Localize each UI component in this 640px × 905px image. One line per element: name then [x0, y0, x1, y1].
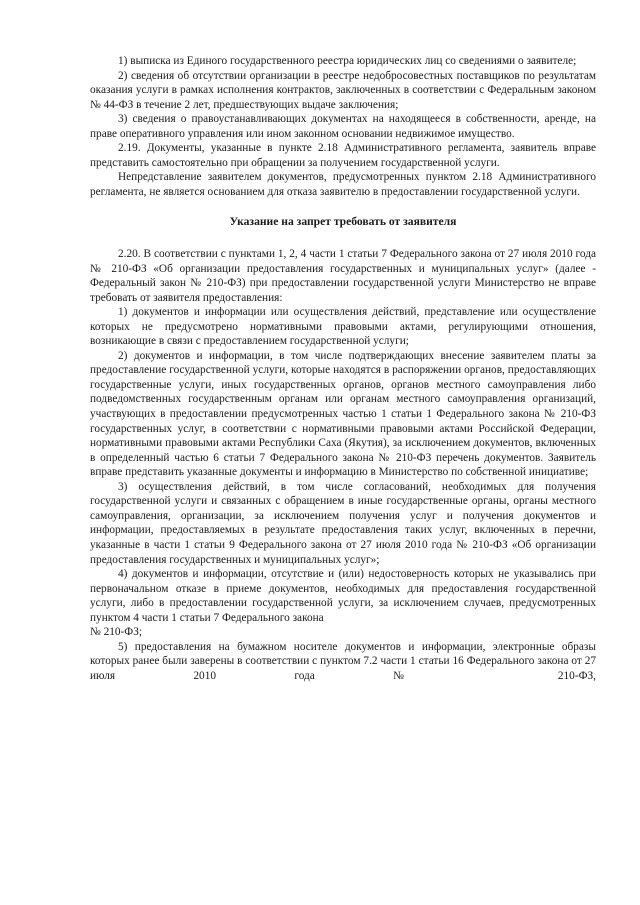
list-item-documents-not-required: 1) документов и информации или осуществления действий, представление или осуществление которых не предусмотрено нормативными правовыми актами, регулирующими отношения, возникающие в связи с предоставлением государственной услуги; — [90, 306, 596, 348]
section-heading: Указание на запрет требовать от заявителя — [229, 215, 457, 229]
paragraph-2-19: 2.19. Документы, указанные в пункте 2.18 Административного регламента, заявитель вправе представить самостоятельно при обращении за получением государственной услуги. — [90, 142, 596, 169]
law-reference-fragment: № 210-ФЗ; — [90, 626, 143, 639]
list-item-unfair-suppliers: 2) сведения об отсутствии организации в реестре недобросовестных поставщиков по результатам оказания услуги в рамках исполнения контрактов, заключенных в соответствии с Федеральным законом № 44-ФЗ в течение 2 лет, предшествующих выдаче заключения; — [90, 69, 596, 111]
list-item-actions-approvals: 3) осуществления действий, в том числе согласований, необходимых для получения государственной услуги и связанных с обращением в иные государственные органы, органы местного самоуправления, организации, за исключением получения услуг и получения документов и информации, предоставляемых в результате предоставления таких услуг, включенных в перечни, указанные в части 1 статьи 9 Федерального закона от 27 июля 2010 года № 210-ФЗ «Об организации предоставления государственных и муниципальных услуг»; — [90, 480, 596, 566]
list-item-documents-held-by-agencies: 2) документов и информации, в том числе подтверждающих внесение заявителем платы за предоставление государственной услуги, которые находятся в распоряжении органов, предоставляющих государственные услуги, иных государственных органов, органов местного самоуправления либо подведомственных государственным органам или органам местного самоуправления организаций, участвующих в предоставлении предусмотренных частью 1 статьи 1 Федерального закона № 210-ФЗ государственных услуг, в соответствии с нормативными правовыми актами Российской Федерации, нормативными правовыми актами Республики Саха (Якутия), за исключением документов, включенных в определенный частью 6 статьи 7 Федерального закона № 210-ФЗ перечень документов. Заявитель вправе представить указанные документы и информацию в Министерство по собственной инициативе; — [90, 349, 596, 479]
document-page — [90, 54, 596, 683]
list-item-documents-not-indicated: 4) документов и информации, отсутствие и (или) недостоверность которых не указывались при первоначальном отказе в приеме документов, необходимых для предоставления государственной услуги, либо в предоставлении государственной услуги, за исключением случаев, предусмотренных пунктом 4 части 1 статьи 7 Федерального закона — [90, 568, 596, 624]
list-item-property-documents: 3) сведения о правоустанавливающих документах на находящееся в собственности, аренде, на праве оперативного управления или ином законном основании недвижимое имущество. — [90, 113, 596, 140]
paragraph-2-20: 2.20. В соответствии с пунктами 1, 2, 4 части 1 статьи 7 Федерального закона от 27 июля 2010 года № 210-ФЗ «Об организации предоставления государственных и муниципальных услуг» (далее - Федеральный закон № 210-ФЗ) при предоставлении государственной услуги Министерство не вправе требовать от заявителя предоставления: — [90, 248, 596, 304]
paragraph-non-submission: Непредставление заявителем документов, предусмотренных пунктом 2.18 Административного регламента, не является основанием для отказа заявителю в предоставлении государственной услуги. — [90, 171, 596, 198]
list-item-paper-documents: 5) предоставления на бумажном носителе документов и информации, электронные образы которых ранее были заверены в соответствии с пунктом 7.2 части 1 статьи 16 Федерального закона от 27 июля 2010 года № 210-ФЗ, — [90, 640, 596, 682]
list-item-extract-egrul: 1) выписка из Единого государственного реестра юридических лиц со сведениями о заявителе; — [118, 55, 577, 67]
